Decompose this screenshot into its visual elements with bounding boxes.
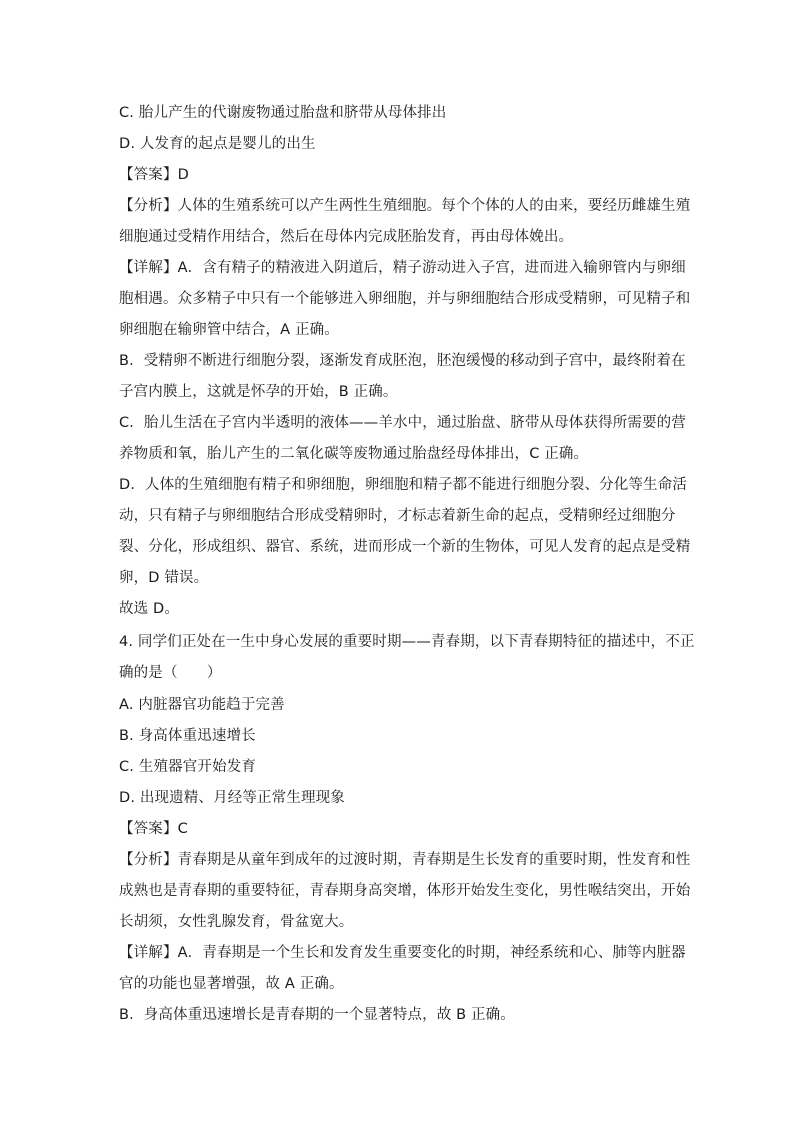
- explanation-line: 养物质和氧，胎儿产生的二氧化碳等废物通过胎盘经母体排出，C 正确。: [119, 446, 589, 462]
- option-c-line: C. 胎儿产生的代谢废物通过胎盘和脐带从母体排出: [119, 105, 447, 121]
- option-d-line: D. 人发育的起点是婴儿的出生: [119, 136, 316, 152]
- explanation-line: D．人体的生殖细胞有精子和卵细胞，卵细胞和精子都不能进行细胞分裂、分化等生命活: [119, 477, 688, 493]
- analysis-line: 【分析】人体的生殖系统可以产生两性生殖细胞。每个个体的人的由来，要经历雌雄生殖: [119, 198, 691, 214]
- explanation-line: 裂、分化，形成组织、器官、系统，进而形成一个新的生物体，可见人发育的起点是受精: [119, 539, 691, 555]
- option-c-line: C. 生殖器官开始发育: [119, 759, 256, 775]
- explanation-line: 胞相遇。众多精子中只有一个能够进入卵细胞，并与卵细胞结合形成受精卵，可见精子和: [119, 291, 691, 307]
- question-4-line: 4. 同学们正处在一生中身心发展的重要时期——青春期，以下青春期特征的描述中，不正: [119, 634, 695, 650]
- explanation-line: 官的功能也显著增强，故 A 正确。: [119, 976, 344, 992]
- answer-line: 【答案】D: [119, 167, 189, 183]
- explanation-line: 卵细胞在输卵管中结合，A 正确。: [119, 322, 339, 338]
- option-d-line: D. 出现遗精、月经等正常生理现象: [119, 790, 345, 806]
- explanation-line: 子宫内膜上，这就是怀孕的开始，B 正确。: [119, 384, 398, 400]
- analysis-line: 细胞通过受精作用结合，然后在母体内完成胚胎发育，再由母体娩出。: [119, 229, 574, 245]
- explanation-line: 【详解】A．青春期是一个生长和发育发生重要变化的时期，神经系统和心、肺等内脏器: [119, 945, 686, 961]
- analysis-line: 成熟也是青春期的重要特征，青春期身高突增，体形开始发生变化，男性喉结突出，开始: [119, 883, 691, 899]
- explanation-line: 卵，D 错误。: [119, 570, 209, 586]
- option-a-line: A. 内脏器官功能趋于完善: [119, 697, 285, 713]
- explanation-line: B．受精卵不断进行细胞分裂，逐渐发育成胚泡，胚泡缓慢的移动到子宫中，最终附着在: [119, 353, 686, 369]
- option-b-line: B. 身高体重迅速增长: [119, 728, 256, 744]
- conclusion-line: 故选 D。: [119, 601, 180, 617]
- explanation-line: 【详解】A．含有精子的精液进入阴道后，精子游动进入子宫，进而进入输卵管内与卵细: [119, 260, 686, 276]
- explanation-line: B．身高体重迅速增长是青春期的一个显著特点，故 B 正确。: [119, 1007, 515, 1023]
- explanation-line: 动，只有精子与卵细胞结合形成受精卵时，才标志着新生命的起点，受精卵经过细胞分: [119, 508, 676, 524]
- answer-line: 【答案】C: [119, 821, 188, 837]
- question-4-line: 确的是（ ）: [119, 665, 222, 681]
- explanation-line: C．胎儿生活在子宫内半透明的液体——羊水中，通过胎盘、脐带从母体获得所需要的营: [119, 415, 686, 431]
- analysis-line: 长胡须，女性乳腺发育，骨盆宽大。: [119, 914, 354, 930]
- analysis-line: 【分析】青春期是从童年到成年的过渡时期，青春期是生长发育的重要时期，性发育和性: [119, 852, 691, 868]
